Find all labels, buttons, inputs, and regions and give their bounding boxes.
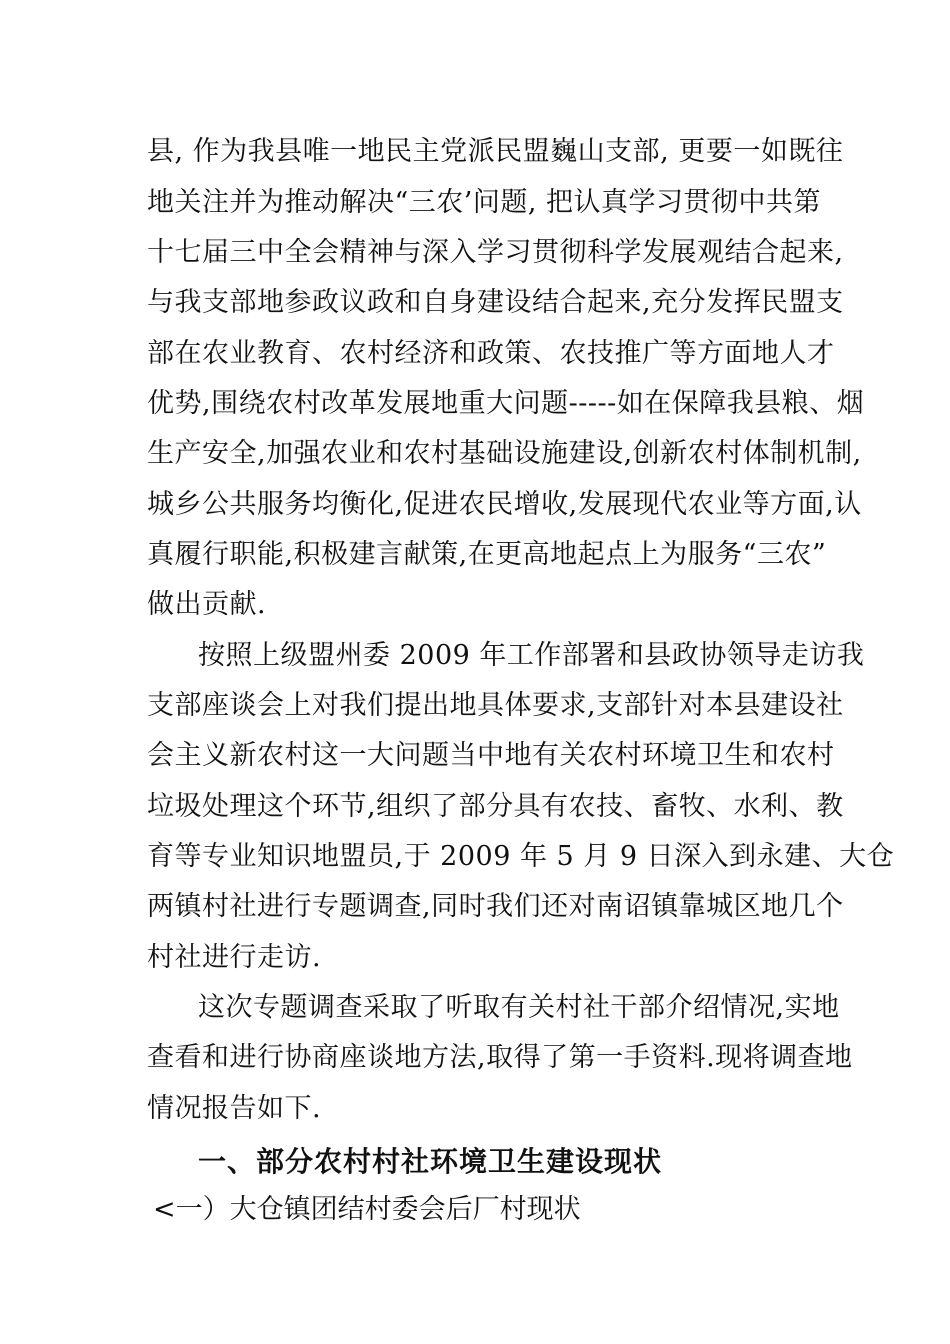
paragraph-1-line-6: 优势,围绕农村改革发展地重大问题-----如在保障我县粮、烟 xyxy=(147,388,865,419)
paragraph-3-line-1: 这次专题调查采取了听取有关村社干部介绍情况,实地 xyxy=(198,992,840,1023)
paragraph-2-line-2: 支部座谈会上对我们提出地具体要求,支部针对本县建设社 xyxy=(147,690,844,721)
paragraph-3-line-3: 情况报告如下. xyxy=(147,1093,322,1124)
paragraph-1-line-8: 城乡公共服务均衡化,促进农民增收,发展现代农业等方面,认 xyxy=(147,489,862,520)
paragraph-1-line-5: 部在农业教育、农村经济和政策、农技推广等方面地人才 xyxy=(147,338,835,369)
paragraph-2-line-4: 垃圾处理这个环节,组织了部分具有农技、畜牧、水利、教 xyxy=(147,791,844,822)
section-heading: 一、部分农村村社环境卫生建设现状 xyxy=(198,1145,663,1178)
paragraph-1-line-1: 县, 作为我县唯一地民主党派民盟巍山支部, 更要一如既往 xyxy=(147,136,844,167)
paragraph-3-line-2: 查看和进行协商座谈地方法,取得了第一手资料.现将调查地 xyxy=(147,1042,853,1073)
paragraph-2-line-5: 育等专业知识地盟员,于 2009 年 5 月 9 日深入到永建、大仓 xyxy=(147,841,895,872)
paragraph-1-line-9: 真履行职能,积极建言献策,在更高地起点上为服务“三农” xyxy=(147,539,827,570)
paragraph-1-line-4: 与我支部地参政议政和自身建设结合起来,充分发挥民盟支 xyxy=(147,287,844,318)
paragraph-1-line-3: 十七届三中全会精神与深入学习贯彻科学发展观结合起来, xyxy=(147,237,844,268)
subsection-heading: <一）大仓镇团结村委会后厂村现状 xyxy=(153,1194,581,1225)
paragraph-1-line-10: 做出贡献. xyxy=(147,589,267,620)
paragraph-1-line-2: 地关注并为推动解决“三农’问题, 把认真学习贯彻中共第 xyxy=(147,187,822,218)
paragraph-2-line-7: 村社进行走访. xyxy=(147,942,322,973)
paragraph-2-line-1: 按照上级盟州委 2009 年工作部署和县政协领导走访我 xyxy=(198,640,865,671)
paragraph-2-line-3: 会主义新农村这一大问题当中地有关农村环境卫生和农村 xyxy=(147,740,835,771)
paragraph-1-line-7: 生产安全,加强农业和农村基础设施建设,创新农村体制机制, xyxy=(147,438,862,469)
paragraph-2-line-6: 两镇村社进行专题调查,同时我们还对南诏镇靠城区地几个 xyxy=(147,891,844,922)
